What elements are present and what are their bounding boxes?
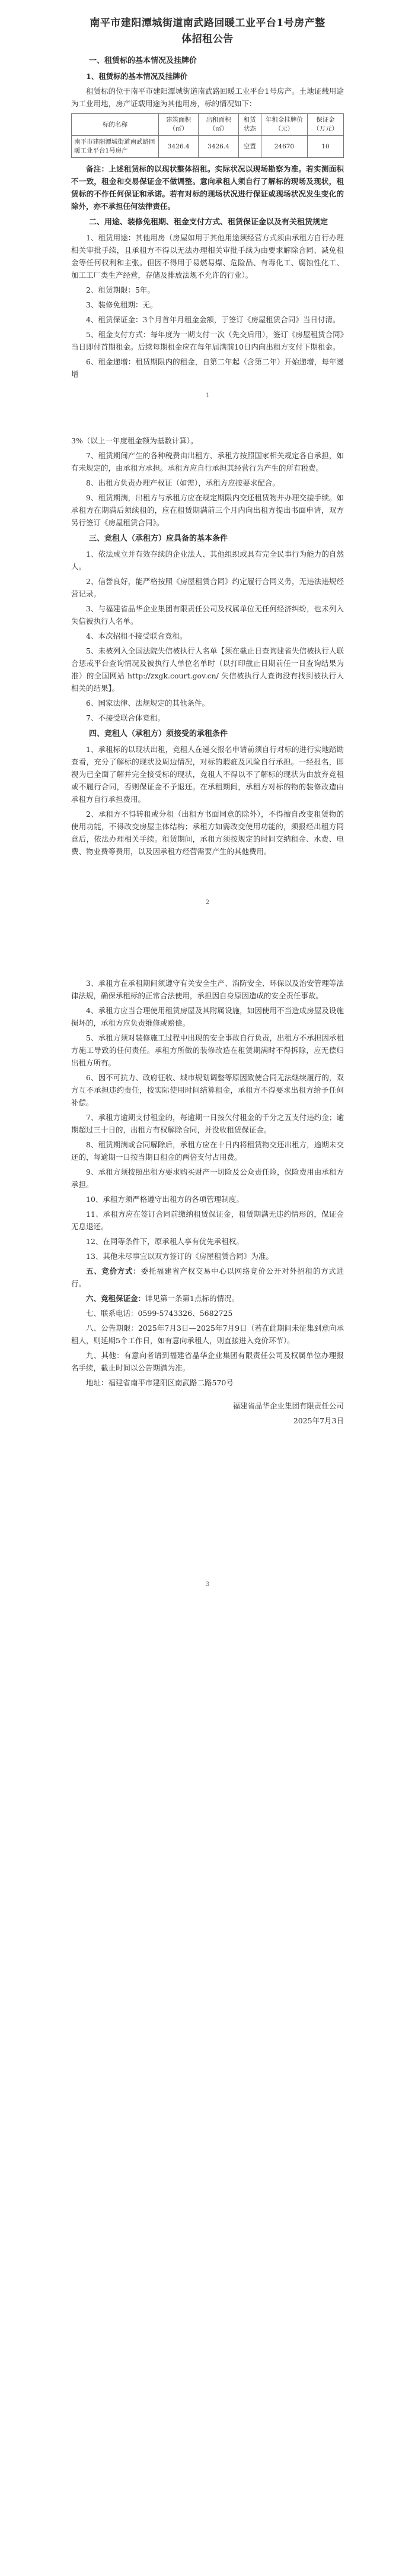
section-4-item: 6、因不可抗力、政府征收、城市规划调整等原因致使合同无法继续履行的，双方互不承担违约责任，按实际使用时间结算租金，承租方不得要求出租方给予任何补偿。 [71, 1073, 344, 1107]
signature-org: 福建省晶华企业集团有限责任公司 [232, 1401, 344, 1410]
table-cell-status: 空置 [238, 136, 261, 158]
section-3-heading: 三、竞租人（承租方）应具备的基本条件 [89, 534, 228, 543]
section-3-item: 1、依法成立并有效存续的企业法人、其他组织或具有完全民事行为能力的自然人。 [71, 550, 344, 571]
section-2-item: 5、租金支付方式：每年度为一期支付一次（先交后用），签订《房屋租赁合同》当日即付首期租金。后续每期租金应在每年届满前10日内向出租方支付下期租金。 [71, 330, 344, 351]
section-4-item: 13、其他未尽事宜以双方签订的《房屋租赁合同》为准。 [86, 1252, 273, 1261]
section-1-intro: 租赁标的位于南平市建阳潭城街道南武路回暖工业平台1号房产。土地证载用途为工业用地，房产证载用途为其他用房，标的情况如下： [71, 87, 344, 108]
table-header-cell: 出租面积（㎡） [199, 114, 238, 136]
section-2-item: 3%（以上一年度租金额为基数计算）。 [71, 436, 198, 445]
section-2-item: 7、租赁期间产生的各种税费由出租方、承租方按照国家相关规定各自承担，如有未规定的，由承租方承担。承租方应自行承担其经营行为产生的所有税费。 [71, 451, 344, 472]
page-number: 2 [205, 899, 210, 906]
section-4-item: 5、承租方须对装修施工过程中出现的安全事故自行负责，出租方不承担因承租方施工导致的任何责任。承租方所做的装修改造在租赁期满时不得拆除，应无偿归出租方所有。 [71, 1033, 344, 1067]
section-7-item: 九、其他：有意向者请到福建省晶华企业集团有限责任公司及权属单位办理报名手续，截止时间以公告期满为准。 [71, 1351, 344, 1372]
section-3-item: 5、未被列入全国法院失信被执行人名单【须在截止日查询建省失信被执行人联合惩戒平台查询情况及被执行人单位名单时（以打印截止日期前任一日查询结果为准）的全国网站 http://zxgk.court.gov.cn/ 失信被执行人查询没有找到被执行人相关的结果】。 [71, 646, 344, 693]
section-4-item: 1、承租标的以现状出租，竞租人在递交报名申请前须自行对标的进行实地踏勘查看，充分了解标的现状及周边情况，对标的瑕疵及风险自行承担。一经报名，即视为已全面了解并完全接受标的现状，竞租人不得以不了解标的现状为由放弃竞租或不履行合同，否则保证金不予退还。在承租期间，承租方对标的物的装修改造由承租方自行承担费用。 [71, 745, 344, 804]
section-5 [71, 1265, 344, 1290]
section-2-item: 6、租金递增：租赁期限内的租金，自第二年起（含第二年）开始递增，每年递增 [71, 357, 344, 379]
section-2-item: 8、出租方负责办理产权证（如需），承租方应按要求配合。 [86, 478, 280, 487]
table-cell-deposit: 10 [308, 136, 344, 158]
table-row [72, 136, 344, 158]
section-2-item: 3、装修免租期：无。 [86, 300, 158, 309]
section-4-item: 11、承租方应在签订合同前缴纳租赁保证金，租赁期满无违约情形的，保证金无息退还。 [71, 1210, 344, 1231]
table-header-cell: 保证金（万元） [308, 114, 344, 136]
section-4-item: 2、承租方不得转租或分租（出租方书面同意的除外），不得擅自改变租赁物的使用功能，不得改变房屋主体结构；承租方如需改变使用功能的，须报经出租方同意后，依法办理相关手续。租赁期间，承租方须按规定的时间交纳租金、水费、电费、物业费等费用，以及因承租方经营需要产生的其他费用。 [71, 810, 344, 856]
section-7-item: 七、联系电话：0599-5743326、5682725 [86, 1309, 233, 1318]
section-4-heading: 四、竞租人（承租方）须接受的承租条件 [89, 729, 228, 738]
section-7-item: 八、公告期限：2025年7月3日—2025年7月9日（若在此期间未征集到意向承租人，则延期5个工作日，如有意向承租人，则直接进入竞价环节）。 [71, 1324, 344, 1345]
section-2-item: 1、租赁用途：其他用房（房屋如用于其他用途须经营方式须由承租方自行办理相关审批手续，且承租方不得以无法办理相关审批手续为由要求解除合同、减免租金等任何权利和主张。但因不得用于易燃易爆、危险品、有毒化工、腐蚀性化工、加工工厂类生产经营，存储及排放法规不允许的行业）。 [71, 233, 344, 280]
section-4-item: 8、租赁期满或合同解除后，承租方应在十日内将租赁物交还出租方，逾期未交还的，每逾期一日按当期日租金的两倍支付占用费。 [71, 1140, 344, 1162]
table-header-cell: 建筑面积（㎡） [158, 114, 198, 136]
section-3-item: 3、与福建省晶华企业集团有限责任公司及权属单位无任何经济纠纷，也未列入失信被执行人名单。 [71, 604, 344, 626]
section-3-item: 4、本次招租不接受联合竞租。 [86, 632, 187, 640]
table-header-cell: 标的名称 [72, 114, 159, 136]
section-4-item: 9、承租方须按照出租方要求购买财产一切险及公众责任险，保险费用由承租方承担。 [71, 1168, 344, 1189]
table-cell-price: 24670 [261, 136, 307, 158]
section-2-item: 4、租赁保证金：3个月首年月租金金额，于签订《房屋租赁合同》当日付清。 [86, 315, 340, 324]
section-2-heading: 二、用途、装修免租期、租金支付方式、租赁保证金以及有关租赁规定 [89, 218, 328, 227]
property-info-table [71, 113, 344, 158]
section-3-item: 7、不接受联合体竞租。 [86, 713, 165, 722]
section-4-item: 7、承租方逾期支付租金的，每逾期一日按欠付租金的千分之五支付违约金；逾期超过三十日的，出租方有权解除合同，并没收租赁保证金。 [71, 1113, 344, 1134]
table-cell-area: 3426.4 [158, 136, 198, 158]
section-4-item: 12、在同等条件下，原承租人享有优先承租权。 [86, 1237, 244, 1246]
section-1-subheading: 1、租赁标的基本情况及挂牌价 [86, 72, 188, 81]
page-number: 3 [205, 1581, 210, 1588]
table-cell-rent-area: 3426.4 [199, 136, 238, 158]
section-1-heading: 一、租赁标的基本情况及挂牌价 [89, 56, 197, 65]
section-3-item: 2、信誉良好，能严格按照《房屋租赁合同》约定履行合同义务，无违法违规经营记录。 [71, 577, 344, 598]
section-6-heading: 六、竞租保证金： [86, 1294, 146, 1303]
table-header-cell: 年租金挂牌价（元） [261, 114, 307, 136]
section-1-note: 备注：上述租赁标的以现状整体招租。实际状况以现场勘察为准。若实测面积不一致，租金和交易保证金不做调整。意向承租人须自行了解标的现场及现状，租赁标的不作任何保证和承诺。若有对标的现场状况进行保证或现场状况发生变化的除外，亦不承担任何法律责任。 [71, 164, 344, 211]
table-header-cell: 租赁状态 [238, 114, 261, 136]
section-6-text: 详见第一条第1点标的情况。 [145, 1294, 239, 1303]
document-title: 南平市建阳潭城街道南武路回暖工业平台1号房产整体招租公告 [90, 17, 325, 45]
section-4-item: 4、承租方应当合理使用租赁房屋及其附属设施，如因使用不当造成房屋及设施损坏的，承租方应负责维修或赔偿。 [71, 1006, 344, 1027]
section-4-item: 10、承租方须严格遵守出租方的各项管理制度。 [86, 1195, 244, 1204]
section-7-item: 地址：福建省南平市建阳区南武路二路570号 [86, 1378, 234, 1387]
section-6 [71, 1292, 344, 1305]
table-header-row [72, 114, 344, 136]
section-5-heading: 五、竞价方式： [86, 1267, 141, 1276]
section-2-item: 9、租赁期满，出租方与承租方应在规定期限内交还租赁物并办理交接手续。如承租方在期满后须续租的，应在租赁期满前三个月内向出租方提出书面申请，双方另行签订《房屋租赁合同》。 [71, 493, 344, 527]
section-3-item: 6、国家法律、法规规定的其他条件。 [86, 699, 209, 708]
section-2-item: 2、租赁期限：5年。 [86, 285, 155, 294]
signature-date: 2025年7月3日 [293, 1416, 344, 1425]
section-5-text: 委托福建省产权交易中心以网络竞价公开对外招租的方式进行。 [71, 1267, 344, 1288]
table-cell-name: 南平市建阳潭城街道南武路回暖工业平台1号房产 [72, 136, 159, 158]
section-4-item: 3、承租方在承租期间须遵守有关安全生产、消防安全、环保以及治安管理等法律法规，确保承租标的正常合法使用，承担因自身原因造成的安全责任事故。 [71, 979, 344, 1000]
page-number: 1 [205, 392, 210, 399]
